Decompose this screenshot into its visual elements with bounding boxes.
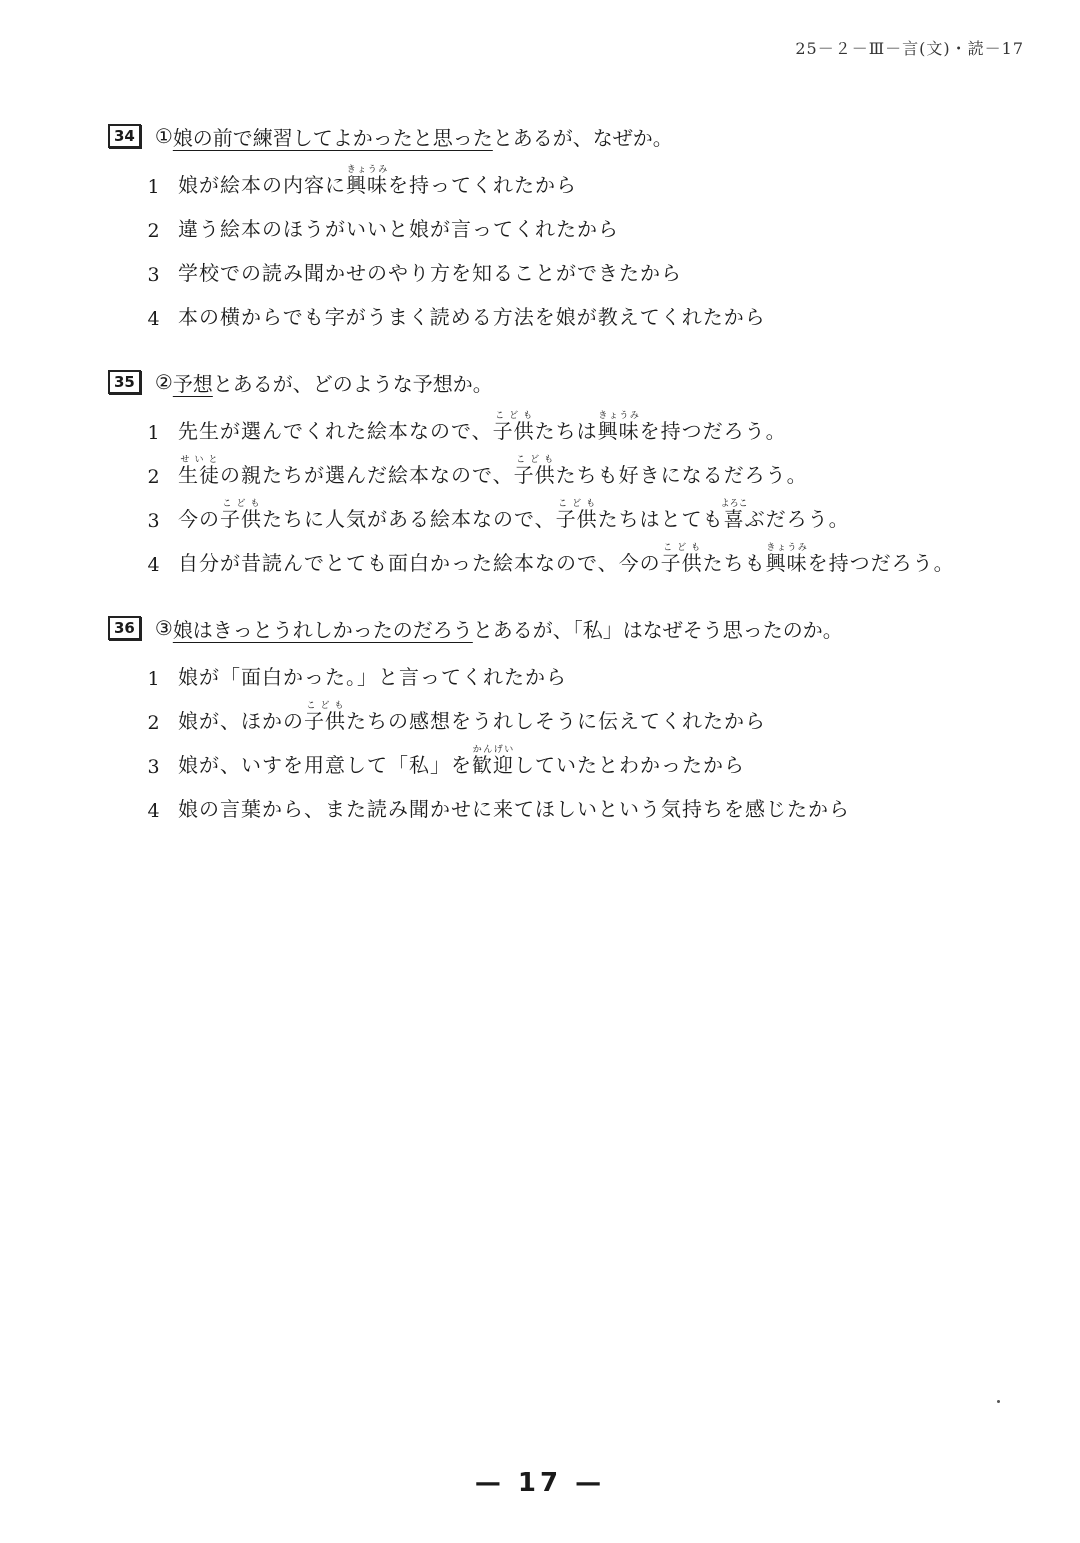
option-number: 1	[147, 668, 161, 690]
prompt-marker: ①	[154, 124, 173, 148]
option-text: 違う絵本のほうがいいと娘が言ってくれたから	[178, 217, 619, 241]
option-number: 2	[147, 466, 161, 488]
option-2	[108, 690, 1028, 734]
option-3	[108, 734, 1028, 778]
prompt-rest: とあるが、どのような予想か。	[212, 371, 493, 396]
option-text: 今の子供こどもたちに人気がある絵本なので、子供こどもたちはとても喜よろこぶだろう。	[178, 499, 850, 531]
question-prompt	[108, 118, 1028, 154]
option-3	[108, 488, 1028, 532]
option-text: 自分が昔読んでとても面白かった絵本なので、今の子供こどもたちも興味きょうみを持つだろう。	[178, 543, 955, 575]
prompt-quote: 娘はきっとうれしかったのだろう	[172, 617, 473, 642]
question-number: 36	[108, 616, 141, 640]
option-text: 学校での読み聞かせのやり方を知ることができたから	[178, 261, 682, 285]
option-text: 生徒せいとの親たちが選んだ絵本なので、子供こどもたちも好きになるだろう。	[178, 455, 808, 487]
prompt-rest: とあるが、なぜか。	[492, 125, 673, 150]
option-number: 4	[147, 554, 161, 576]
option-number: 3	[147, 756, 161, 778]
option-number: 3	[147, 264, 161, 286]
option-text: 娘が絵本の内容に興味きょうみを持ってくれたから	[178, 165, 577, 197]
scan-speck	[997, 1400, 1000, 1403]
question-34	[108, 118, 1028, 330]
option-text: 娘の言葉から、また読み聞かせに来てほしいという気持ちを感じたから	[178, 797, 850, 821]
option-list	[108, 154, 1028, 330]
prompt-quote: 予想	[172, 371, 213, 396]
prompt-rest: とあるが、「私」はなぜそう思ったのか。	[472, 617, 843, 642]
option-1	[108, 646, 1028, 690]
option-1	[108, 400, 1028, 444]
prompt-marker: ③	[154, 616, 173, 640]
option-number: 4	[147, 308, 161, 330]
prompt-marker: ②	[154, 370, 173, 394]
option-number: 4	[147, 800, 161, 822]
question-35	[108, 364, 1028, 576]
prompt-quote: 娘の前で練習してよかったと思った	[172, 125, 493, 150]
option-number: 3	[147, 510, 161, 532]
question-prompt	[108, 610, 1028, 646]
option-list	[108, 400, 1028, 576]
option-2	[108, 198, 1028, 242]
option-number: 2	[147, 220, 161, 242]
option-4	[108, 778, 1028, 822]
option-list	[108, 646, 1028, 822]
option-text: 本の横からでも字がうまく読める方法を娘が教えてくれたから	[178, 305, 766, 329]
option-text: 娘が、いすを用意して「私」を歓迎かんげいしていたとわかったから	[178, 745, 745, 777]
option-number: 1	[147, 422, 161, 444]
option-text: 娘が「面白かった。」と言ってくれたから	[178, 665, 567, 689]
page-number: — 17 —	[474, 1468, 606, 1498]
option-text: 先生が選んでくれた絵本なので、子供こどもたちは興味きょうみを持つだろう。	[178, 411, 787, 443]
option-3	[108, 242, 1028, 286]
option-1	[108, 154, 1028, 198]
option-number: 2	[147, 712, 161, 734]
option-4	[108, 532, 1028, 576]
option-2	[108, 444, 1028, 488]
question-number: 35	[108, 370, 141, 394]
question-number: 34	[108, 124, 141, 148]
question-prompt	[108, 364, 1028, 400]
question-36	[108, 610, 1028, 822]
option-number: 1	[147, 176, 161, 198]
page-code: 25－２－Ⅲ－言(文)・読－17	[795, 39, 1024, 58]
option-4	[108, 286, 1028, 330]
option-text: 娘が、ほかの子供こどもたちの感想をうれしそうに伝えてくれたから	[178, 701, 766, 733]
